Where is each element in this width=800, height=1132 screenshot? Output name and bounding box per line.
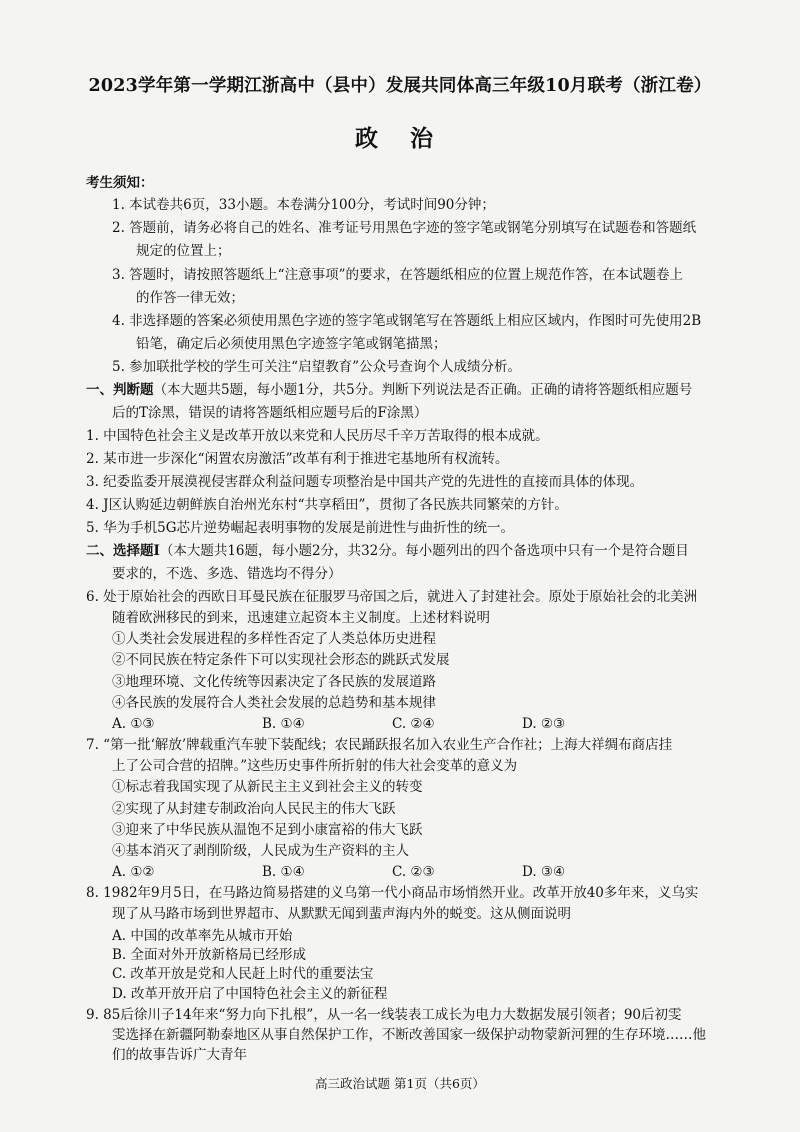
question-stem-cont: 现了从马路市场到世界超市、从默默无闻到蜚声海内外的蜕变。这从侧面说明	[112, 906, 571, 923]
option-c: C. 改革开放是党和人民赶上时代的重要法宝	[112, 966, 374, 983]
notice-heading: 考生须知：	[86, 175, 154, 191]
notice-item-cont: 的作答一律无效；	[136, 290, 244, 306]
option-a: A. ①②	[112, 864, 155, 881]
judgement-question: 1. 中国特色社会主义是改革开放以来党和人民历尽千辛万苦取得的根本成就。	[86, 428, 549, 444]
option-a: A. ①③	[112, 715, 155, 732]
section1-label: 一、判断题	[86, 382, 154, 398]
notice-item: 3. 答题时，请按照答题纸上“注意事项”的要求，在答题纸相应的位置上规范作答，在本试题卷上	[112, 267, 683, 283]
question-statement: ③地理环境、文化传统等因素决定了各民族的发展道路	[112, 673, 436, 690]
option-d: D. ②③	[522, 715, 566, 732]
option-c: C. ②④	[392, 715, 435, 732]
question-statement: ④各民族的发展符合人类社会发展的总趋势和基本规律	[112, 694, 436, 711]
section1-instructions-cont: 后的T涂黑，错误的请将答题纸相应题号后的F涂黑）	[112, 405, 428, 421]
question-stem-cont: 们的故事告诉广大青年	[112, 1046, 247, 1063]
notice-item-cont: 规定的位置上；	[136, 243, 231, 259]
notice-item: 1. 本试卷共6页，33小题。本卷满分100分，考试时间90分钟；	[112, 197, 495, 213]
option-a: A. 中国的改革率先从城市开始	[112, 927, 293, 944]
subject-title: 政 治	[354, 125, 445, 152]
question-statement: ④基本消灭了剥削阶级，人民成为生产资料的主人	[112, 842, 409, 859]
judgement-question: 3. 纪委监委开展漠视侵害群众利益问题专项整治是中国共产党的先进性的直接而具体的体现。	[86, 474, 644, 490]
option-b: B. ①④	[262, 864, 305, 881]
judgement-question: 2. 某市进一步深化“闲置农房激活”改革有利于推进宅基地所有权流转。	[86, 451, 509, 467]
section2-label: 二、选择题Ⅰ	[86, 543, 160, 559]
question-stem: 9. 85后徐川子14年来“努力向下扎根”，从一名一线装表工成长为电力大数据发展引领者；90后初雯	[86, 1006, 682, 1023]
exam-title: 2023学年第一学期江浙高中（县中）发展共同体高三年级10月联考（浙江卷）	[88, 76, 712, 96]
section2-instructions: （本大题共16题，每小题2分，共32分。每小题列出的四个备选项中只有一个是符合题目	[159, 543, 689, 559]
option-c: C. ②③	[392, 864, 435, 881]
notice-item: 5. 参加联批学校的学生可关注“启望教育”公众号查询个人成绩分析。	[112, 359, 521, 375]
question-statement: ①标志着我国实现了从新民主主义到社会主义的转变	[112, 779, 423, 796]
option-b: B. ①④	[262, 715, 305, 732]
question-stem-cont: 雯选择在新疆阿勒泰地区从事自然保护工作，不断改善国家一级保护动物蒙新河狸的生存环境……他	[112, 1026, 706, 1043]
judgement-question: 5. 华为手机5G芯片逆势崛起表明事物的发展是前进性与曲折性的统一。	[86, 520, 515, 536]
question-stem: 8. 1982年9月5日，在马路边简易搭建的义乌第一代小商品市场悄然开业。改革开放40多年来，义乌实	[86, 885, 699, 902]
section2-instructions-cont: 要求的，不选、多选、错选均不得分）	[112, 566, 342, 582]
question-stem-cont: 上了公司合营的招牌。”这些历史事件所折射的伟大社会变革的意义为	[112, 758, 518, 775]
section1-heading	[86, 381, 692, 400]
notice-item-cont: 铅笔，确定后必须使用黑色字迹签字笔或钢笔描黑；	[136, 336, 447, 352]
option-d: D. ③④	[522, 864, 566, 881]
judgement-question: 4. J区认购延边朝鲜族自治州光东村“共享稻田”，贯彻了各民族共同繁荣的方针。	[86, 497, 568, 513]
question-statement: ②实现了从封建专制政治向人民民主的伟大飞跃	[112, 800, 396, 817]
question-stem: 6. 处于原始社会的西欧日耳曼民族在征服罗马帝国之后，就进入了封建社会。原处于原始社会的北美洲	[86, 589, 698, 605]
question-stem-cont: 随着欧洲移民的到来，迅速建立起资本主义制度。上述材料说明	[112, 610, 490, 627]
question-statement: ②不同民族在特定条件下可以实现社会形态的跳跃式发展	[112, 652, 450, 669]
notice-item: 2. 答题前，请务必将自己的姓名、准考证号用黑色字迹的签字笔或钢笔分别填写在试题卷和答题纸	[112, 220, 697, 236]
option-d: D. 改革开放开启了中国特色社会主义的新征程	[112, 985, 388, 1002]
question-statement: ③迎来了中华民族从温饱不足到小康富裕的伟大飞跃	[112, 821, 423, 838]
section2-heading	[86, 542, 689, 561]
question-stem: 7. “第一批‘解放’牌载重汽车驶下装配线；农民踊跃报名加入农业生产合作社；上海大祥绸布商店挂	[86, 737, 673, 754]
question-statement: ①人类社会发展进程的多样性否定了人类总体历史进程	[112, 631, 436, 648]
page-footer: 高三政治试题 第1页（共6页）	[315, 1075, 485, 1091]
section1-instructions: （本大题共5题，每小题1分，共5分。判断下列说法是否正确。正确的请将答题纸相应题号	[153, 382, 693, 398]
notice-item: 4. 非选择题的答案必须使用黑色字迹的签字笔或钢笔写在答题纸上相应区域内，作图时可先使用2B	[112, 313, 702, 329]
option-b: B. 全面对外开放新格局已经形成	[112, 946, 307, 963]
